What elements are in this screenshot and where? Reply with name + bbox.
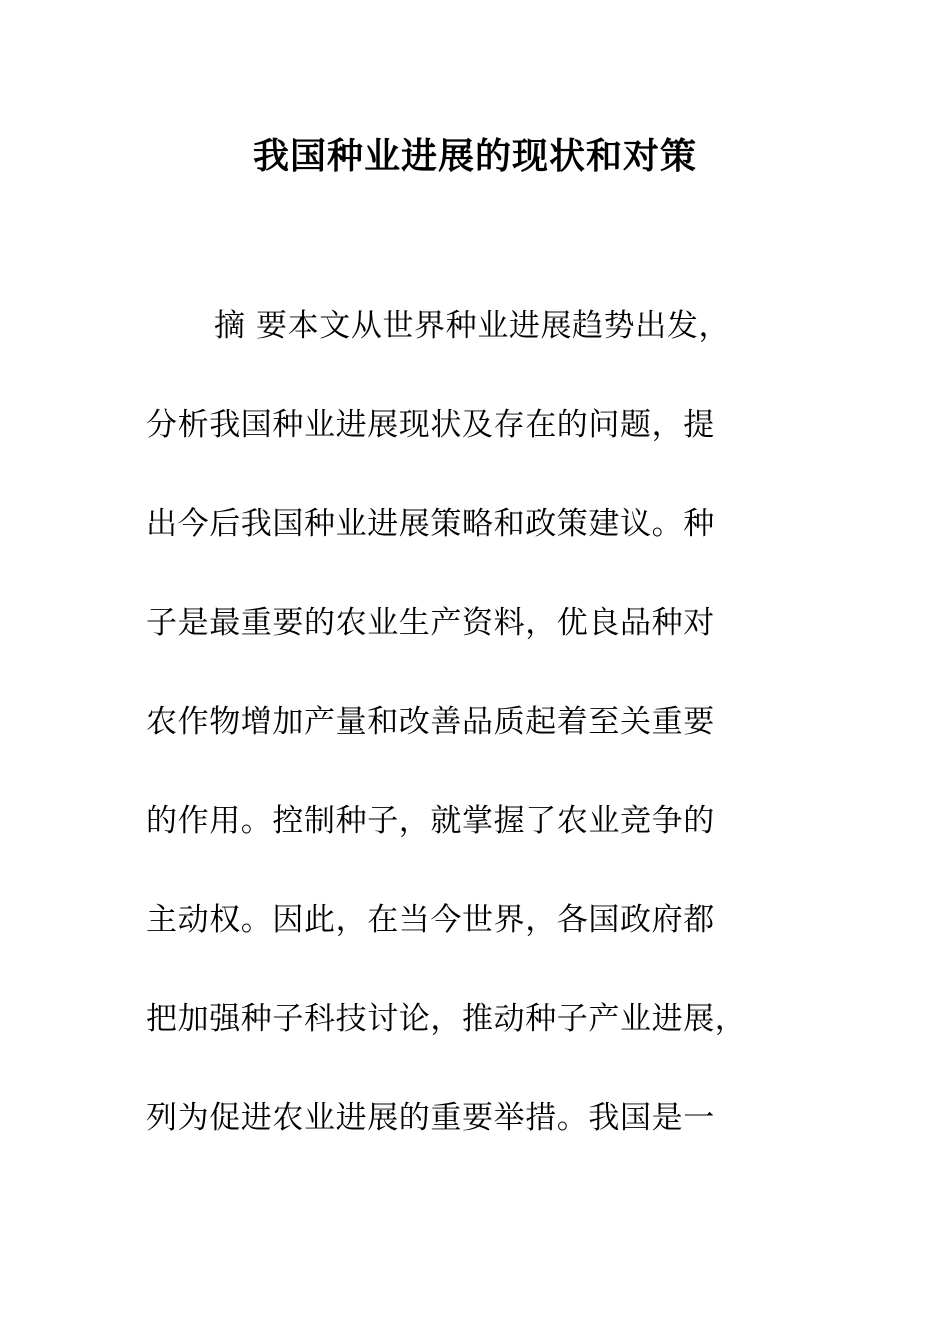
document-title: 我国种业进展的现状和对策 xyxy=(252,135,697,177)
body-line: 农作物增加产量和改善品质起着至关重要 xyxy=(146,704,715,740)
body-line: 分析我国种业进展现状及存在的问题，提 xyxy=(146,407,715,443)
body-line: 子是最重要的农业生产资料，优良品种对 xyxy=(146,605,715,641)
body-line: 摘 要本文从世界种业进展趋势出发， xyxy=(214,308,731,344)
body-line: 把加强种子科技讨论，推动种子产业进展， xyxy=(146,1001,747,1037)
body-line: 主动权。因此，在当今世界，各国政府都 xyxy=(146,902,715,938)
abstract-body xyxy=(146,300,846,1191)
body-line: 出今后我国种业进展策略和政策建议。种 xyxy=(146,506,715,542)
body-line: 列为促进农业进展的重要举措。我国是一 xyxy=(146,1100,715,1136)
body-line: 的作用。控制种子，就掌握了农业竞争的 xyxy=(146,803,715,839)
